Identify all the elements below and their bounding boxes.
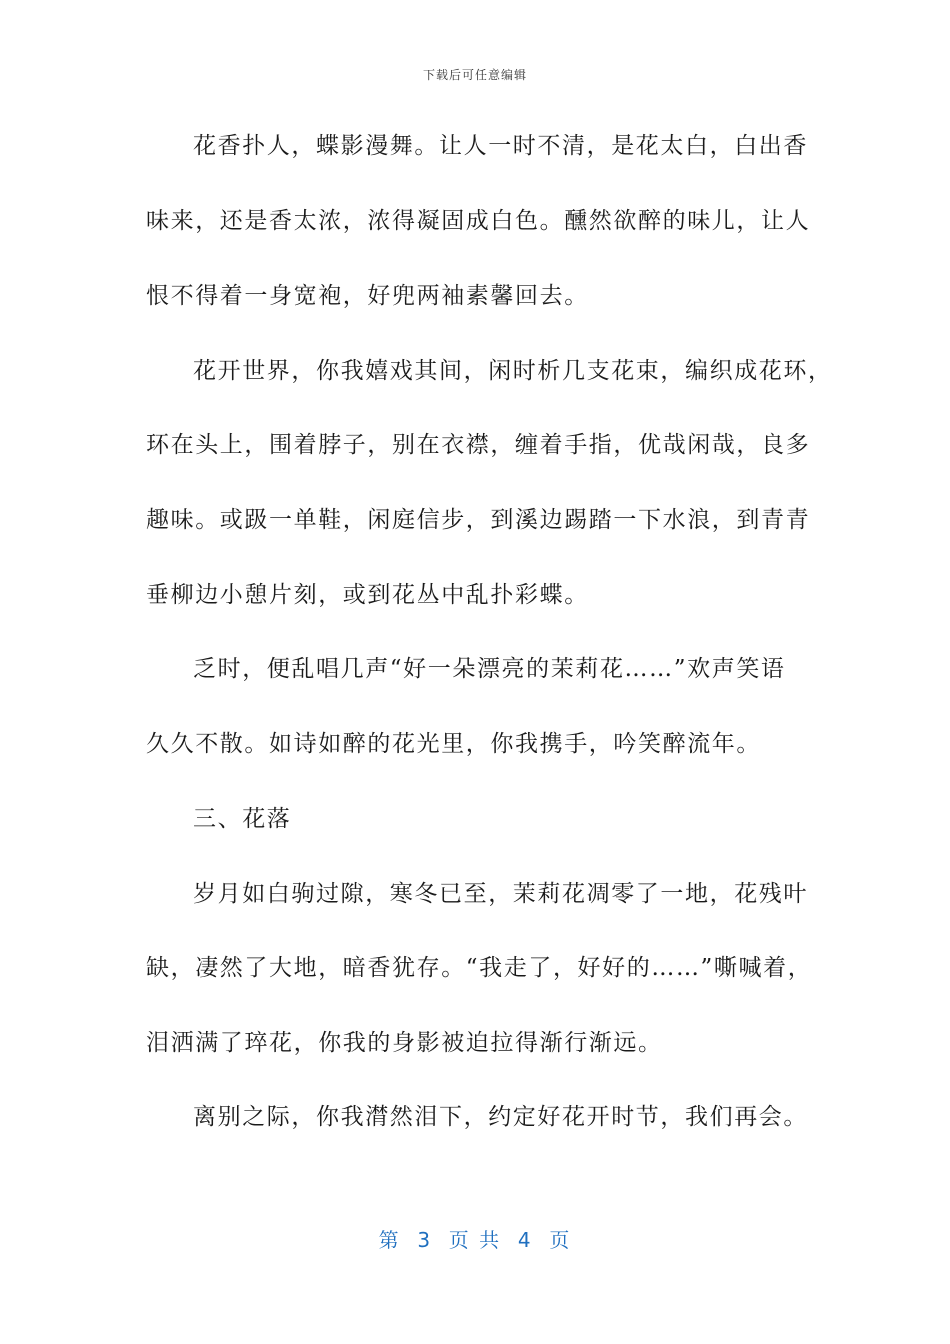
page-number-footer: 第 3 页 共 4 页 [378, 1228, 572, 1252]
paragraph-5-line-1: 岁月如白驹过隙，寒冬已至，茉莉花凋零了一地，花残叶 [193, 881, 808, 907]
paragraph-1-line-1: 花香扑人，蝶影漫舞。让人一时不清，是花太白，白出香 [193, 133, 808, 159]
paragraph-2-line-1: 花开世界，你我嬉戏其间，闲时析几支花束，编织成花环， [193, 358, 833, 384]
paragraph-5-line-2: 缺，凄然了大地，暗香犹存。“我走了，好好的……”嘶喊着， [146, 955, 813, 981]
section-heading: 三、花落 [193, 806, 292, 832]
paragraph-2-line-4: 垂柳边小憩片刻，或到花丛中乱扑彩蝶。 [146, 582, 589, 608]
paragraph-1-line-3: 恨不得着一身宽袍，好兜两袖素馨回去。 [146, 283, 589, 309]
paragraph-5-line-3: 泪洒满了琗花，你我的身影被迫拉得渐行渐远。 [146, 1030, 663, 1056]
paragraph-2-line-2: 环在头上，围着脖子，别在衣襟，缠着手指，优哉闲哉，良多 [146, 432, 811, 458]
paragraph-3-line-1: 乏时，便乱唱几声“好一朵漂亮的茉莉花……”欢声笑语 [193, 656, 786, 682]
paragraph-3-line-2: 久久不散。如诗如醉的花光里，你我携手，吟笑醉流年。 [146, 731, 761, 757]
page-header-note: 下载后可任意编辑 [422, 68, 527, 82]
paragraph-1-line-2: 味来，还是香太浓，浓得凝固成白色。醺然欲醉的味儿，让人 [146, 208, 811, 234]
paragraph-6-line-1: 离别之际，你我潸然泪下，约定好花开时节，我们再会。 [193, 1104, 808, 1130]
paragraph-2-line-3: 趣味。或趿一单鞋，闲庭信步，到溪边踢踏一下水浪，到青青 [146, 507, 811, 533]
